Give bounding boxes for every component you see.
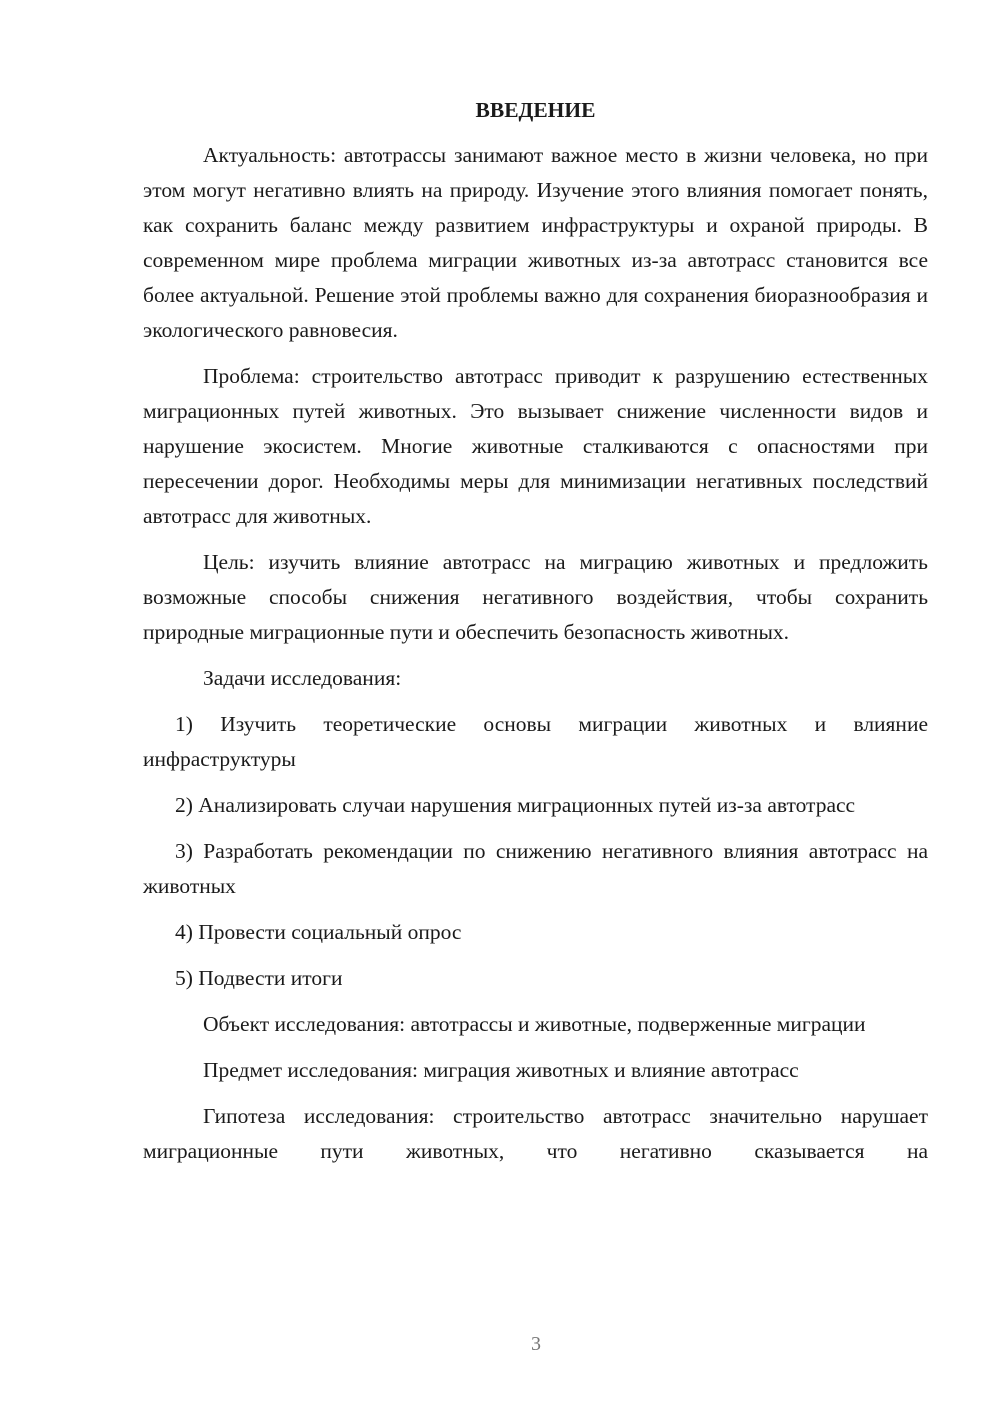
page-number: 3 [531, 1333, 541, 1355]
section-title: ВВЕДЕНИЕ [475, 98, 596, 122]
paragraph-relevance: Актуальность: автотрассы занимают важное место в жизни человека, но при этом могут негативно влиять на природу. Изучение этого влияния помогает понять, как сохранить баланс между развитием инфраструктуры и охраной природы. В современном мире проблема миграции животных из-за автотрасс становится все более актуальной. Решение этой проблемы важно для сохранения биоразнообразия и экологического равновесия. [143, 143, 928, 342]
list-item: 1) Изучить теоретические основы миграции животных и влияние инфраструктуры [143, 712, 928, 771]
tasks-list [143, 707, 928, 996]
list-item: 3) Разработать рекомендации по снижению негативного влияния автотрасс на животных [143, 839, 928, 898]
list-item: 4) Провести социальный опрос [175, 920, 462, 944]
paragraph-problem: Проблема: строительство автотрасс приводит к разрушению естественных миграционных путей животных. Это вызывает снижение численности видов и нарушение экосистем. Многие животные сталкиваются с опасностями при пересечении дорог. Необходимы меры для минимизации негативных последствий автотрасс для животных. [143, 364, 928, 528]
tasks-heading: Задачи исследования: [203, 666, 402, 690]
paragraph-hypothesis: Гипотеза исследования: строительство автотрасс значительно нарушает миграционные пути животных, что негативно сказывается на [143, 1104, 928, 1163]
list-item: 5) Подвести итоги [175, 966, 343, 990]
paragraph-object: Объект исследования: автотрассы и животные, подверженные миграции [203, 1012, 866, 1036]
document-page [143, 93, 928, 1169]
list-item: 2) Анализировать случаи нарушения миграционных путей из-за автотрасс [175, 793, 856, 817]
paragraph-subject: Предмет исследования: миграция животных и влияние автотрасс [203, 1058, 799, 1082]
paragraph-goal: Цель: изучить влияние автотрасс на миграцию животных и предложить возможные способы снижения негативного воздействия, чтобы сохранить природные миграционные пути и обеспечить безопасность животных. [143, 550, 928, 644]
